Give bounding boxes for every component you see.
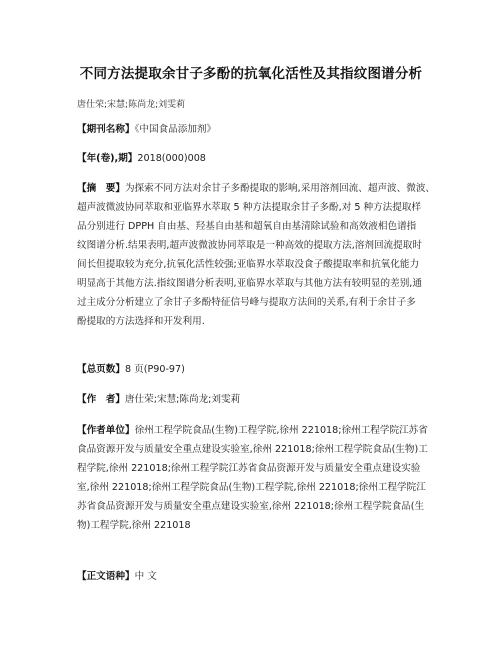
journal-field xyxy=(77,120,433,139)
affiliation-field xyxy=(77,421,433,535)
affiliation-line: 【作者单位】徐州工程学院食品(生物)工程学院,徐州 221018;徐州工程学院江苏省 xyxy=(77,425,428,436)
abstract-line: 品分别进行 DPPH 自由基、羟基自由基和超氧自由基清除试验和高效液相色谱指 xyxy=(77,221,417,232)
affiliation-line: 苏省食品资源开发与质量安全重点建设实验室,徐州 221018;徐州工程学院食品(生 xyxy=(77,501,425,512)
affiliation-label: 【作者单位】 xyxy=(77,425,135,436)
year-value: 2018(000)008 xyxy=(137,153,206,164)
author-label: 【作 者】 xyxy=(77,394,125,405)
paper-title: 不同方法提取余甘子多酚的抗氧化活性及其指纹图谱分析 xyxy=(79,66,423,82)
author-field xyxy=(77,390,433,409)
abstract-line: 【摘 要】为探索不同方法对余甘子多酚提取的影响,采用溶剂回流、超声波、微波、 xyxy=(77,183,436,194)
year-label: 【年(卷),期】 xyxy=(77,153,138,164)
pages-label: 【总页数】 xyxy=(77,364,125,375)
language-label: 【正文语种】 xyxy=(77,571,135,582)
abstract-line: 超声波微波协同萃取和亚临界水萃取 5 种方法提取余甘子多酚,对 5 种方法提取样 xyxy=(77,202,422,213)
abstract-label: 【摘 要】 xyxy=(77,183,125,194)
year-field xyxy=(77,149,433,168)
abstract-field xyxy=(77,179,436,331)
affiliation-line: 程学院,徐州 221018;徐州工程学院江苏省食品资源开发与质量安全重点建设实验 xyxy=(77,463,421,474)
author-list: 唐仕荣;宋慧;陈尚龙;刘雯莉 xyxy=(77,100,186,110)
language-value: 中 文 xyxy=(134,571,157,582)
pages-field xyxy=(77,360,433,379)
abstract-line: 过主成分分析建立了余甘子多酚特征信号峰与提取方法间的关系,有利于余甘子多 xyxy=(77,297,416,308)
affiliation-line: 物)工程学院,徐州 221018 xyxy=(77,520,191,531)
affiliation-line: 食品资源开发与质量安全重点建设实验室,徐州 221018;徐州工程学院食品(生物)工 xyxy=(77,444,428,455)
abstract-line: 间长但提取较为充分,抗氧化活性较强;亚临界水萃取没食子酸提取率和抗氧化能力 xyxy=(77,259,420,270)
journal-label: 【期刊名称】 xyxy=(77,124,135,135)
pages-value: 8 页(P90-97) xyxy=(124,364,185,375)
language-field xyxy=(77,567,433,586)
abstract-line: 纹图谱分析.结果表明,超声波微波协同萃取是一种高效的提取方法,溶剂回流提取时 xyxy=(77,240,422,251)
abstract-line: 明显高于其他方法.指纹图谱分析表明,亚临界水萃取与其他方法有较明显的差别,通 xyxy=(77,278,422,289)
affiliation-line: 室,徐州 221018;徐州工程学院食品(生物)工程学院,徐州 221018;徐州工程学院江 xyxy=(77,482,426,493)
author-value: 唐仕荣;宋慧;陈尚龙;刘雯莉 xyxy=(124,394,241,405)
journal-value: 《中国食品添加剂》 xyxy=(134,124,217,135)
abstract-line: 酚提取的方法选择和开发利用. xyxy=(77,316,205,327)
